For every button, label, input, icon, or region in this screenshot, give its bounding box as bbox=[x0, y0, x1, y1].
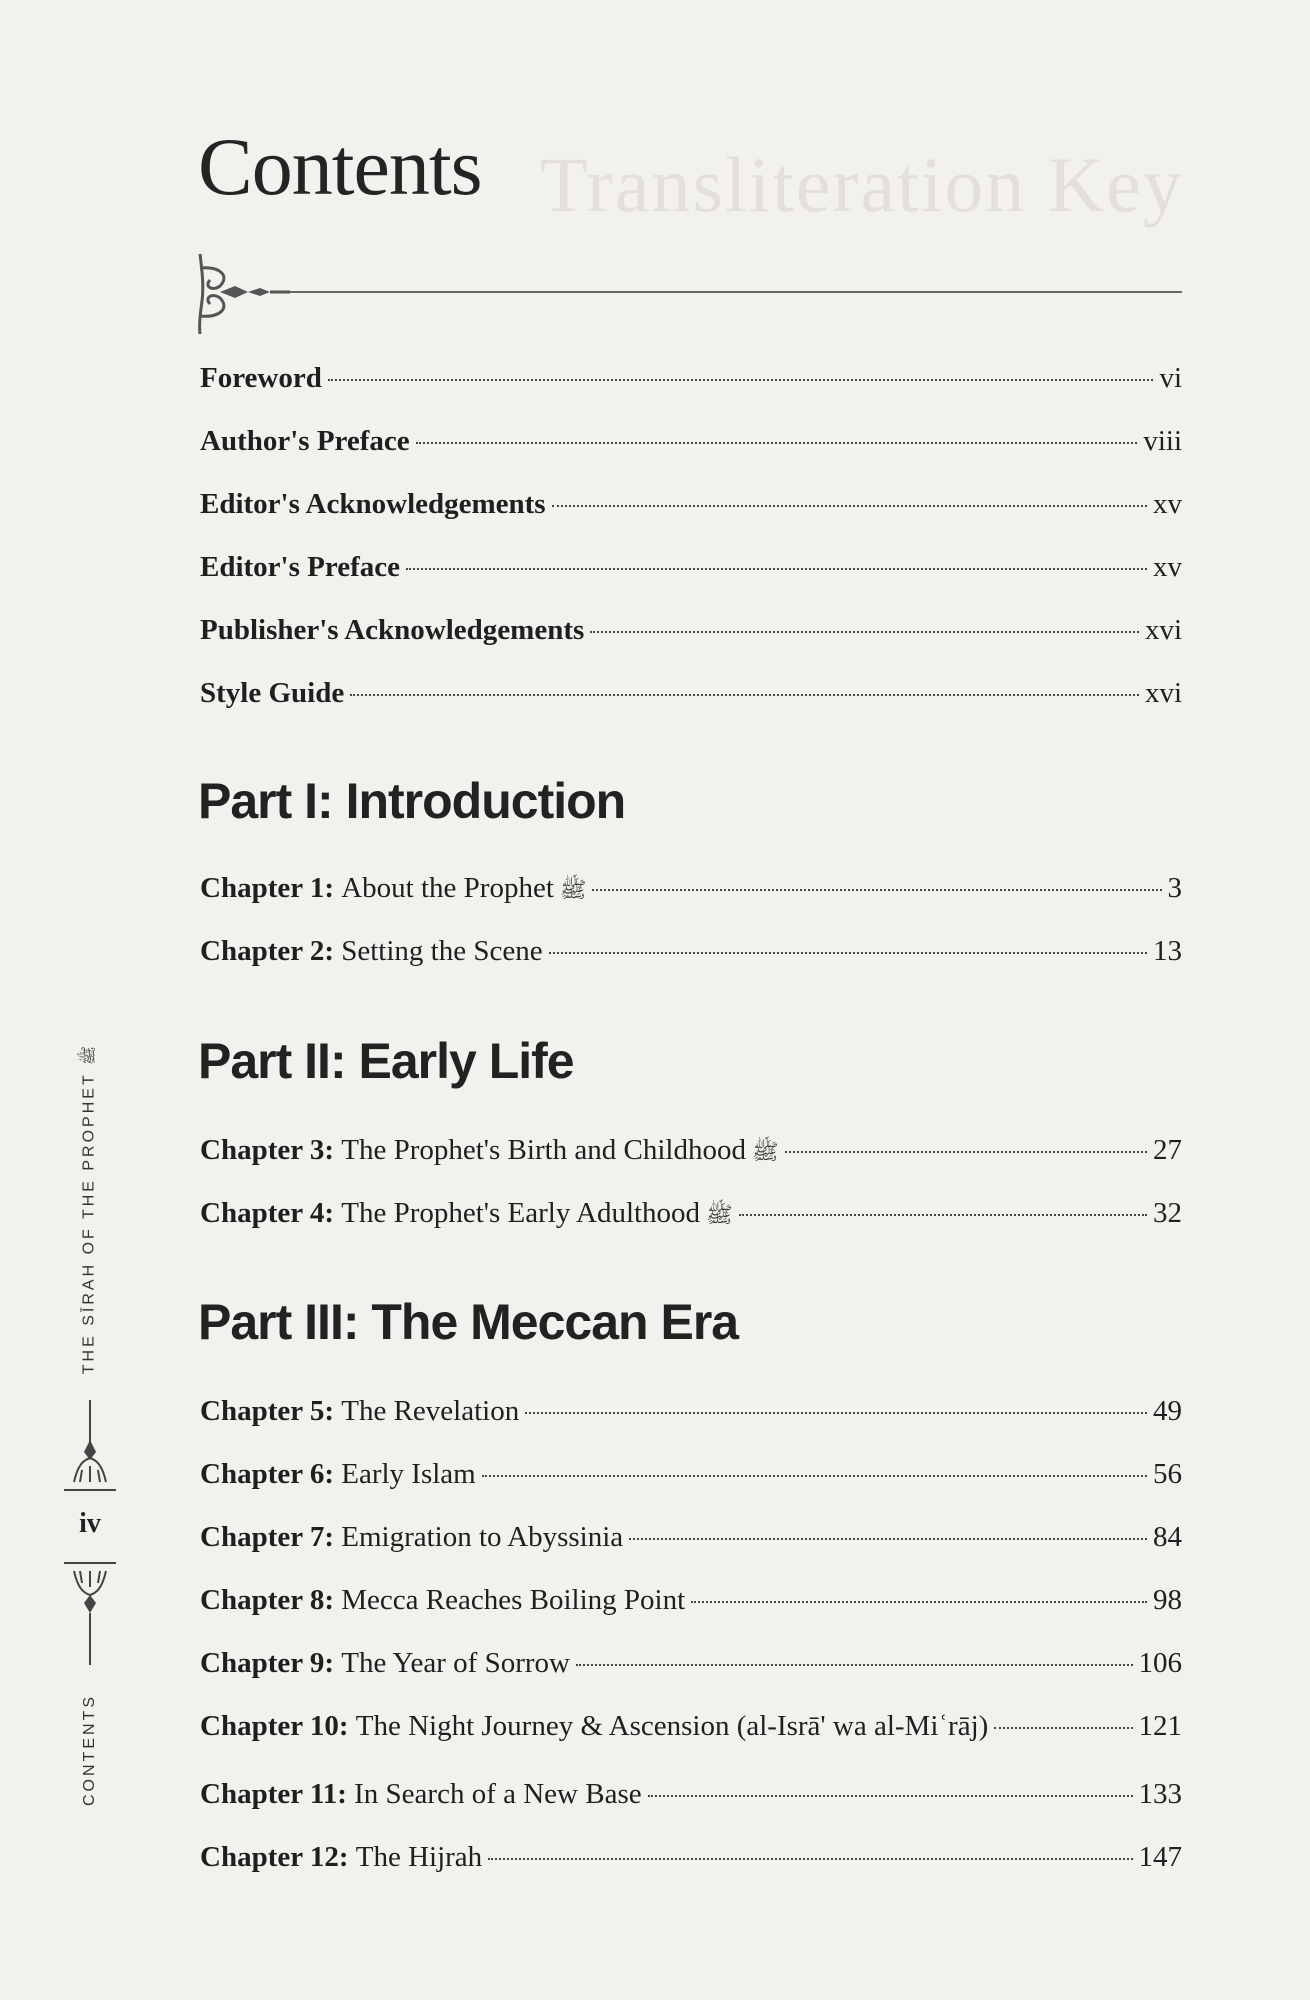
honorific-icon: ﷺ bbox=[559, 877, 587, 902]
toc-page-number: xv bbox=[1153, 551, 1182, 583]
running-head-book-title bbox=[60, 1040, 120, 1380]
toc-page-number: 49 bbox=[1153, 1395, 1182, 1427]
toc-page-number: vi bbox=[1159, 362, 1182, 394]
dot-leader bbox=[406, 568, 1147, 570]
bleed-through-title: Transliteration Key bbox=[540, 141, 1184, 228]
dot-leader bbox=[549, 952, 1147, 954]
toc-page-number: 32 bbox=[1153, 1197, 1182, 1229]
dot-leader bbox=[328, 379, 1154, 381]
toc-entry-chapter[interactable] bbox=[200, 1458, 1182, 1502]
dot-leader bbox=[592, 889, 1161, 891]
toc-entry-chapter[interactable] bbox=[200, 1134, 1182, 1178]
chapter-title: Early Islam bbox=[341, 1458, 476, 1490]
toc-page-number: 106 bbox=[1138, 1647, 1182, 1679]
chapter-number: Chapter 9: bbox=[200, 1647, 334, 1679]
toc-entry-publishers-acknowledgements[interactable] bbox=[200, 614, 1182, 658]
toc-page-number: xvi bbox=[1144, 677, 1182, 709]
page-number-marker: iv bbox=[79, 1508, 101, 1539]
chapter-number: Chapter 4: bbox=[200, 1197, 334, 1229]
chapter-number: Chapter 10: bbox=[200, 1710, 349, 1742]
toc-entry-chapter[interactable] bbox=[200, 1778, 1182, 1822]
ornamental-rule-icon bbox=[190, 246, 1190, 336]
toc-entry-chapter[interactable] bbox=[200, 1584, 1182, 1628]
toc-page-number: 27 bbox=[1153, 1134, 1182, 1166]
toc-entry-label: Editor's Acknowledgements bbox=[200, 488, 546, 520]
toc-entry-editors-preface[interactable] bbox=[200, 551, 1182, 595]
dot-leader bbox=[576, 1664, 1133, 1666]
dot-leader bbox=[994, 1727, 1132, 1729]
chapter-title: The Revelation bbox=[341, 1395, 520, 1427]
toc-entry-chapter[interactable] bbox=[200, 1647, 1182, 1691]
chapter-title: The Hijrah bbox=[355, 1841, 483, 1873]
toc-entry-label: Author's Preface bbox=[200, 425, 410, 457]
toc-page-number: 13 bbox=[1153, 935, 1182, 967]
toc-entry-chapter[interactable] bbox=[200, 1710, 1182, 1754]
part-heading: Part III: The Meccan Era bbox=[198, 1294, 739, 1350]
toc-entry-chapter[interactable] bbox=[200, 1197, 1182, 1241]
running-head-text: CONTENTS bbox=[81, 1694, 98, 1806]
toc-entry-foreword[interactable] bbox=[200, 362, 1182, 406]
dot-leader bbox=[739, 1214, 1147, 1216]
part-heading: Part I: Introduction bbox=[198, 773, 626, 829]
toc-page-number: 56 bbox=[1153, 1458, 1182, 1490]
dot-leader bbox=[590, 631, 1139, 633]
running-head-text: THE SĪRAH OF THE PROPHET ﷺ bbox=[80, 1045, 98, 1375]
page-title: Contents bbox=[198, 121, 482, 212]
chapter-title: Mecca Reaches Boiling Point bbox=[341, 1584, 686, 1616]
chapter-number: Chapter 11: bbox=[200, 1778, 347, 1810]
dot-leader bbox=[416, 442, 1138, 444]
toc-entry-chapter[interactable] bbox=[200, 1521, 1182, 1565]
dot-leader bbox=[525, 1412, 1147, 1414]
chapter-title: Setting the Scene bbox=[341, 935, 543, 967]
dot-leader bbox=[482, 1475, 1147, 1477]
toc-page-number: 133 bbox=[1138, 1778, 1182, 1810]
toc-entry-chapter[interactable] bbox=[200, 1395, 1182, 1439]
chapter-title: In Search of a New Base bbox=[354, 1778, 642, 1810]
chapter-number: Chapter 6: bbox=[200, 1458, 334, 1490]
toc-entry-authors-preface[interactable] bbox=[200, 425, 1182, 469]
chapter-number: Chapter 2: bbox=[200, 935, 334, 967]
dot-leader bbox=[552, 505, 1147, 507]
dot-leader bbox=[629, 1538, 1147, 1540]
arch-ornament-bottom-icon bbox=[60, 1555, 120, 1665]
dot-leader bbox=[350, 694, 1139, 696]
chapter-title: The Night Journey & Ascension (al-Isrā' wa al-Miʿrāj) bbox=[355, 1710, 989, 1742]
toc-entry-label: Foreword bbox=[200, 362, 322, 394]
dot-leader bbox=[785, 1151, 1147, 1153]
part-heading: Part II: Early Life bbox=[198, 1033, 574, 1089]
toc-page-number: xvi bbox=[1144, 614, 1182, 646]
chapter-title: About the Prophet bbox=[341, 872, 554, 904]
toc-entry-style-guide[interactable] bbox=[200, 677, 1182, 721]
chapter-number: Chapter 12: bbox=[200, 1841, 349, 1873]
toc-entry-label: Publisher's Acknowledgements bbox=[200, 614, 585, 646]
chapter-number: Chapter 7: bbox=[200, 1521, 334, 1553]
toc-page-number: 147 bbox=[1138, 1841, 1182, 1873]
toc-page-number: 84 bbox=[1153, 1521, 1182, 1553]
chapter-title: The Prophet's Early Adulthood bbox=[341, 1197, 701, 1229]
dot-leader bbox=[648, 1795, 1133, 1797]
toc-page-number: 121 bbox=[1138, 1710, 1182, 1742]
toc-entry-editors-acknowledgements[interactable] bbox=[200, 488, 1182, 532]
dot-leader bbox=[691, 1601, 1147, 1603]
running-head-section bbox=[60, 1680, 120, 1820]
honorific-icon: ﷺ bbox=[752, 1139, 779, 1164]
toc-entry-chapter[interactable] bbox=[200, 935, 1182, 979]
dot-leader bbox=[488, 1858, 1132, 1860]
arch-ornament-top-icon bbox=[60, 1400, 120, 1500]
toc-entry-chapter[interactable] bbox=[200, 1841, 1182, 1885]
chapter-title: The Year of Sorrow bbox=[341, 1647, 570, 1679]
toc-entry-label: Style Guide bbox=[200, 677, 345, 709]
toc-page-number: 98 bbox=[1153, 1584, 1182, 1616]
chapter-number: Chapter 8: bbox=[200, 1584, 334, 1616]
chapter-number: Chapter 3: bbox=[200, 1134, 334, 1166]
chapter-title: The Prophet's Birth and Childhood bbox=[341, 1134, 746, 1166]
chapter-number: Chapter 1: bbox=[200, 872, 334, 904]
toc-entry-chapter[interactable] bbox=[200, 872, 1182, 916]
toc-entry-label: Editor's Preface bbox=[200, 551, 400, 583]
chapter-title: Emigration to Abyssinia bbox=[341, 1521, 624, 1553]
toc-page-number: viii bbox=[1143, 425, 1182, 457]
chapter-number: Chapter 5: bbox=[200, 1395, 334, 1427]
honorific-icon: ﷺ bbox=[706, 1202, 733, 1227]
toc-page-number: xv bbox=[1153, 488, 1182, 520]
toc-page-number: 3 bbox=[1167, 872, 1182, 904]
